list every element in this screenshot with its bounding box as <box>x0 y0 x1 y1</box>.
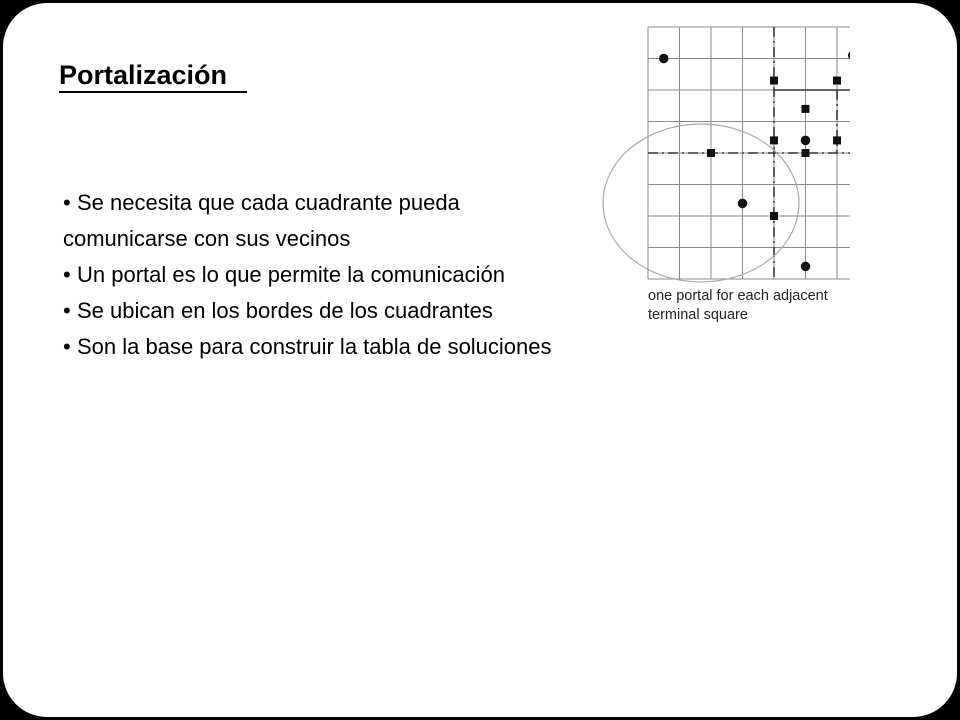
slide <box>3 3 957 717</box>
bullet-marker: • <box>63 298 71 323</box>
bullet-list <box>63 185 563 365</box>
bullet-text: Se necesita que cada cuadrante pueda comunicarse con sus vecinos <box>63 190 460 251</box>
figure-caption-line-1: one portal for each adjacent <box>648 288 828 304</box>
bullet-text: Un portal es lo que permite la comunicación <box>77 262 506 287</box>
bullet-text: Se ubican en los bordes de los cuadrantes <box>77 298 493 323</box>
portal-square <box>802 105 810 113</box>
bullet-item <box>63 293 563 329</box>
portal-square <box>770 77 778 85</box>
terminal-dot <box>659 54 669 64</box>
portal-markers <box>707 77 850 220</box>
bullet-marker: • <box>63 262 71 287</box>
portal-grid-figure <box>600 23 850 333</box>
portal-square <box>707 149 715 157</box>
portal-square <box>833 77 841 85</box>
bullet-item <box>63 185 563 257</box>
figure-caption-line-2: terminal square <box>648 307 748 323</box>
bullet-marker: • <box>63 334 71 359</box>
terminal-dot <box>738 199 748 209</box>
portal-square <box>833 136 841 144</box>
neighborhood-circle <box>603 124 799 282</box>
terminal-dot <box>801 262 811 272</box>
portal-square <box>770 212 778 220</box>
terminal-markers <box>659 51 850 272</box>
title-underline <box>59 91 247 93</box>
portal-square <box>802 149 810 157</box>
slide-title: Portalización <box>59 60 228 90</box>
terminal-dot <box>801 136 811 146</box>
bullet-text: Son la base para construir la tabla de soluciones <box>77 334 552 359</box>
bullet-item <box>63 329 563 365</box>
bullet-marker: • <box>63 190 71 215</box>
bullet-item <box>63 257 563 293</box>
portal-square <box>770 136 778 144</box>
